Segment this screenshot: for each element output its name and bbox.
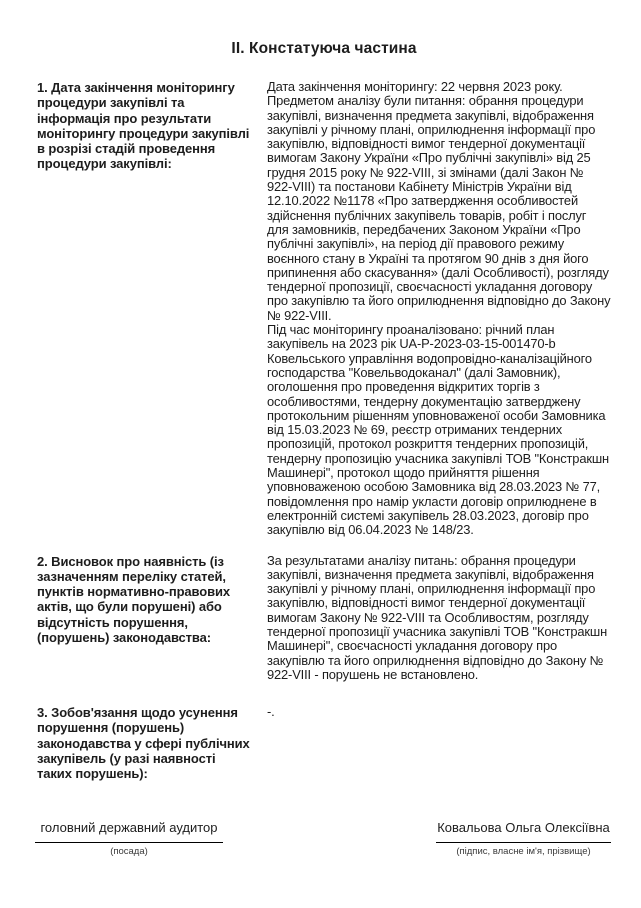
section-3-text — [267, 705, 611, 719]
signature-person-caption: (підпис, власне ім'я, прізвище) — [456, 845, 591, 857]
section-2-label: 2. Висновок про наявність (із зазначенням переліку статей, пунктів нормативно-правових актів, що були порушені) або відсутність порушення, (порушень) законодавства: — [37, 553, 231, 645]
section-1-paragraph-2: Під час моніторингу проаналізовано: річний план закупівель на 2023 рік UA-P-2023-03-15-001470-b Ковельського управління водопровідно-каналізаційного господарства "Ковельводоканал" (далі Замовник), оголошення про проведення відкритих торгів з особливостями, тендерну документацію затверджену протокольним рішенням уповноваженої особи Замовника від 15.03.2023 № 69, реєстр отриманих тендерних пропозицій, протокол розкриття тендерних пропозицій, тендерну пропозицію учасника закупівлі ТОВ "Констракшн Машинері", протокол щодо прийняття рішення уповноваженою особою Замовника від 28.03.2023 № 77, повідомлення про намір укласти договір оприлюднене в електронній системі закупівель 28.03.2023, договір про закупівлю від 06.04.2023 № 148/23. — [267, 322, 609, 538]
section-3 — [37, 705, 611, 781]
signature-person — [436, 820, 611, 857]
signature-line — [35, 842, 223, 843]
section-1-text — [267, 80, 611, 538]
signature-block — [37, 820, 611, 857]
section-2-paragraph-1: За результатами аналізу питань: обрання процедури закупівлі, визначення предмета закупівлі, відображення закупівлі у річному плані, оприлюднення інформації про закупівлю, відповідності вимог тендерної документації вимогам Закону № 922-VIII та Особливостям, розгляду тендерної пропозиції учасника закупівлі ТОВ "Констракшн Машинері", своєчасності укладання договору про закупівлю та його оприлюднення відповідно до Закону № 922-VIII - порушень не встановлено. — [267, 552, 608, 682]
section-1-paragraph-1: Дата закінчення моніторингу: 22 червня 2023 року. Предметом аналізу були питання: обрання процедури закупівлі, визначення предмета закупівлі, відображення закупівлі у річному плані, оприлюднення інформації про закупівлю, відповідності вимог тендерної документації вимогам Закону України «Про публічні закупівлі» від 25 грудня 2015 року № 922-VIII, зі змінами (далі Закон № 922-VIII) та постанови Кабінету Міністрів України від 12.10.2022 №1178 «Про затвердження особливостей здійснення публічних закупівель товарів, робіт і послуг для замовників, передбачених Законом України «Про публічні закупівлі», на період дії правового режиму воєнного стану в Україні та протягом 90 днів з дня його припинення або скасування» (далі Особливості), розгляду тендерної пропозиції, своєчасності укладання договору про закупівлю та його оприлюднення відповідно до Закону № 922-VIII. — [267, 79, 611, 323]
page-title: ІІ. Констатуюча частина — [231, 40, 417, 57]
section-1-label: 1. Дата закінчення моніторингу процедури закупівлі та інформація про результати моніторингу процедури закупівлі в розрізі стадій проведення процедури закупівлі: — [37, 80, 250, 172]
signature-position — [35, 820, 223, 857]
section-3-label: 3. Зобов'язання щодо усунення порушення (порушень) законодавства у сфері публічних закупівель (у разі наявності таких порушень): — [37, 705, 250, 782]
signature-person-name: Ковальова Ольга Олексіївна — [437, 819, 610, 835]
section-3-paragraph-1: -. — [267, 704, 275, 720]
section-2 — [37, 554, 611, 683]
signature-position-caption: (посада) — [110, 845, 148, 857]
section-2-text — [267, 554, 611, 683]
signature-line — [436, 842, 611, 843]
section-1 — [37, 80, 611, 538]
signature-position-title: головний державний аудитор — [40, 819, 218, 835]
